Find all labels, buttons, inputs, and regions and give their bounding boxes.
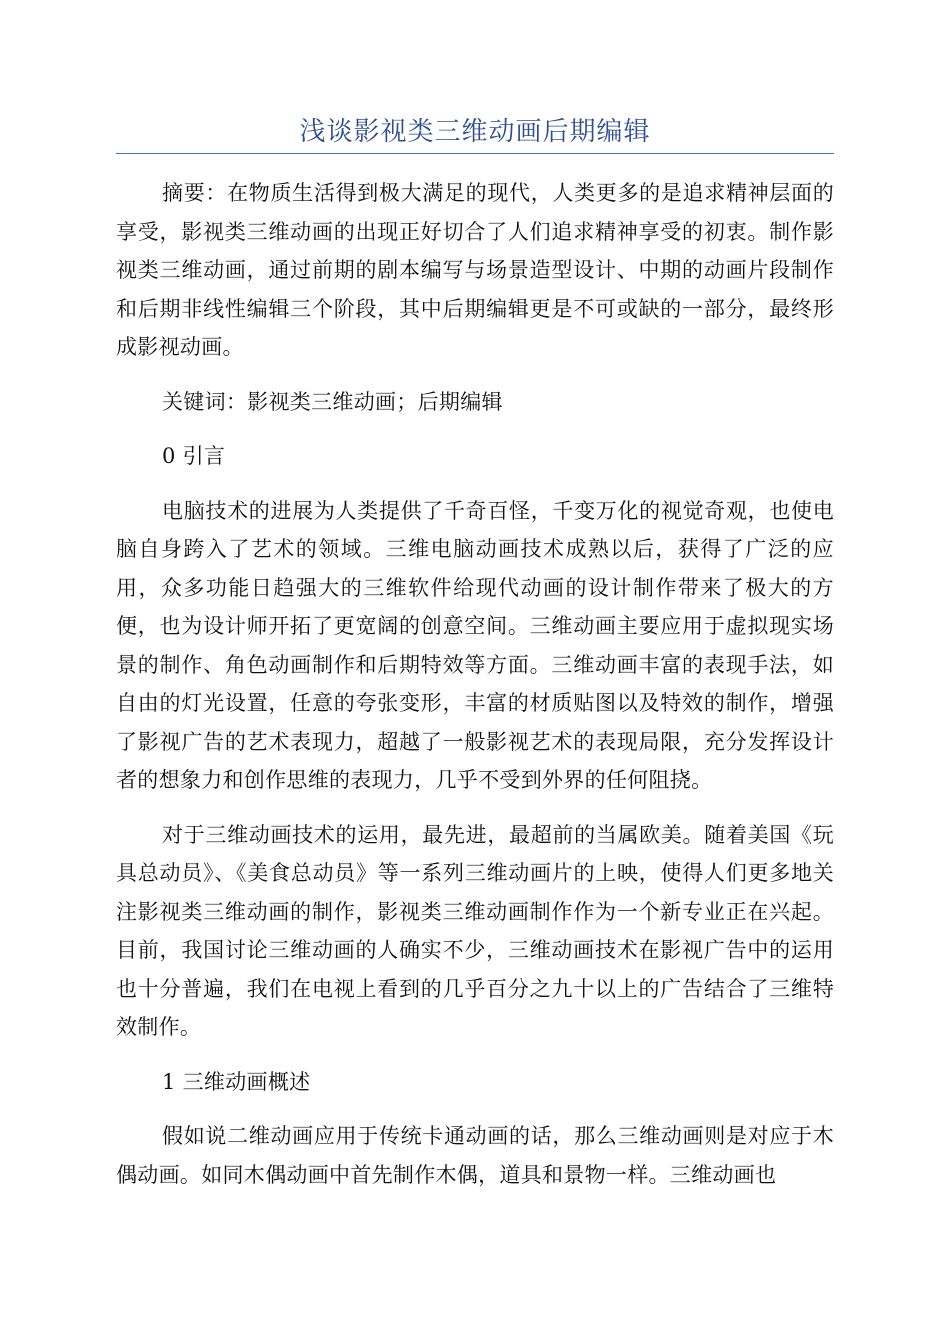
section-heading-introduction: 0 引言 [162, 444, 226, 468]
section-heading-overview: 1 三维动画概述 [162, 1069, 311, 1094]
body-paragraph: 对于三维动画技术的运用，最先进，最超前的当属欧美。随着美国《玩具总动员》、《美食总动员》等一系列三维动画片的上映，使得人们更多地关注影视类三维动画的制作，影视类三维动画制作作为一个新专业正在兴起。目前，我国讨论三维动画的人确实不少，三维动画技术在影视广告中的运用也十分普遍，我们在电视上看到的几乎百分之九十以上的广告结合了三维特效制作。 [116, 822, 834, 1039]
keywords-paragraph: 关键词：影视类三维动画；后期编辑 [162, 389, 503, 414]
title-underline [116, 153, 834, 154]
body-paragraph: 假如说二维动画应用于传统卡通动画的话，那么三维动画则是对应于木偶动画。如同木偶动画中首先制作木偶，道具和景物一样。三维动画也 [116, 1124, 834, 1187]
document-body [116, 174, 834, 1210]
abstract-paragraph: 摘要：在物质生活得到极大满足的现代，人类更多的是追求精神层面的享受，影视类三维动画的出现正好切合了人们追求精神享受的初衷。制作影视类三维动画，通过前期的剧本编写与场景造型设计、中期的动画片段制作和后期非线性编辑三个阶段，其中后期编辑更是不可或缺的一部分，最终形成影视动画。 [116, 181, 834, 359]
document-title: 浅谈影视类三维动画后期编辑 [299, 117, 651, 147]
body-paragraph: 电脑技术的进展为人类提供了千奇百怪，千变万化的视觉奇观，也使电脑自身跨入了艺术的领域。三维电脑动画技术成熟以后，获得了广泛的应用，众多功能日趋强大的三维软件给现代动画的设计制作带来了极大的方便，也为设计师开拓了更宽阔的创意空间。三维动画主要应用于虚拟现实场景的制作、角色动画制作和后期特效等方面。三维动画丰富的表现手法，如自由的灯光设置，任意的夸张变形，丰富的材质贴图以及特效的制作，增强了影视广告的艺术表现力，超越了一般影视艺术的表现局限，充分发挥设计者的想象力和创作思维的表现力，几乎不受到外界的任何阻挠。 [116, 498, 834, 792]
